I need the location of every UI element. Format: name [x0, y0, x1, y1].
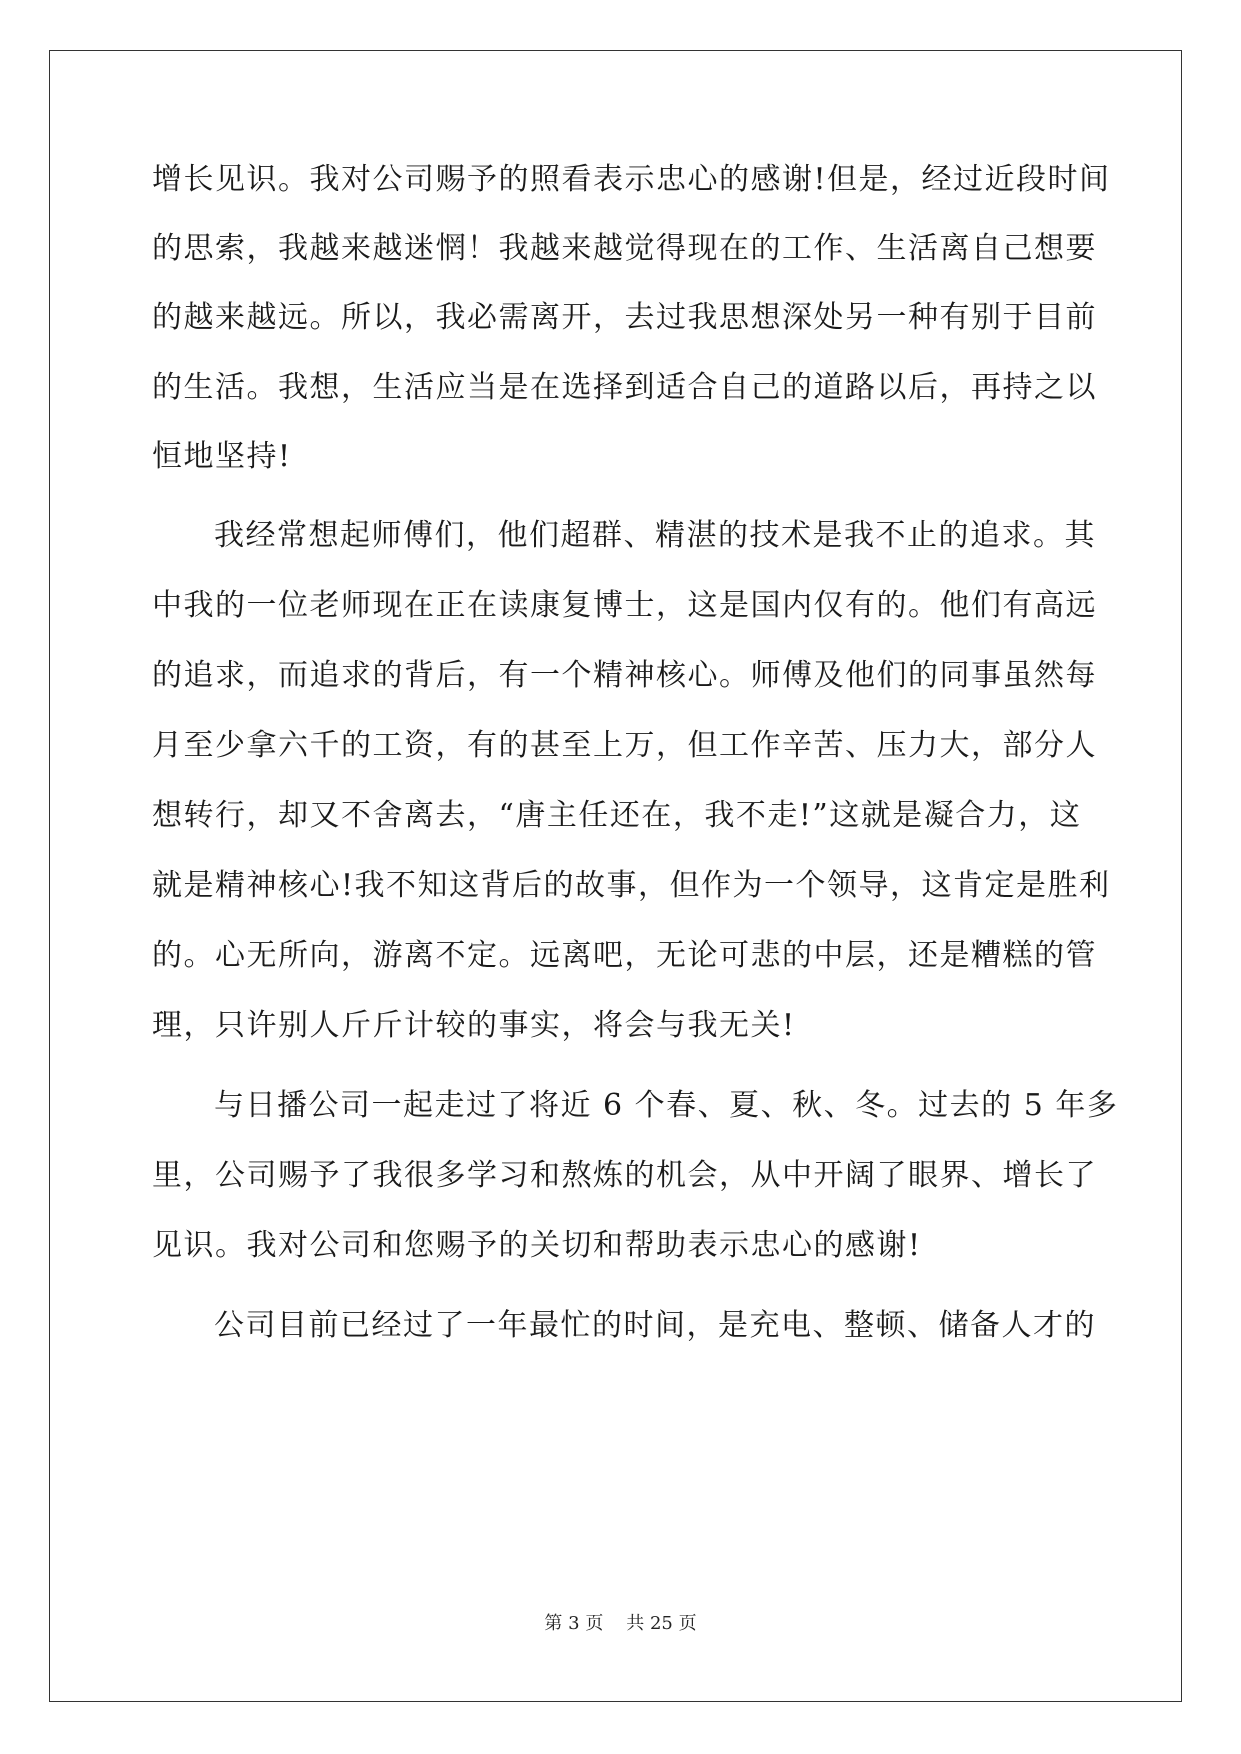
paragraph-first-line: 公司目前已经过了一年最忙的时间，是充电、整顿、储备人才的	[214, 1308, 1096, 1343]
paragraph-first-line: 我经常想起师傅们，他们超群、精湛的技术是我不止的追求。其	[214, 518, 1096, 553]
page-footer	[0, 1612, 1241, 1636]
text-line: 理，只许别人斤斤计较的事实，将会与我无关!	[152, 1008, 796, 1043]
page-total: 共 25 页	[626, 1613, 697, 1634]
text-line: 里，公司赐予了我很多学习和熬炼的机会，从中开阔了眼界、增长了	[152, 1158, 1097, 1193]
text-line: 的越来越远。所以，我必需离开，去过我思想深处另一种有别于目前	[152, 300, 1097, 335]
text-line: 的追求，而追求的背后，有一个精神核心。师傅及他们的同事虽然每	[152, 658, 1097, 693]
text-line: 见识。我对公司和您赐予的关切和帮助表示忠心的感谢!	[152, 1228, 922, 1263]
text-line: 想转行，却又不舍离去，“唐主任还在，我不走!”这就是凝合力，这	[152, 798, 1082, 833]
text-line: 月至少拿六千的工资，有的甚至上万，但工作辛苦、压力大，部分人	[152, 728, 1097, 763]
text-line: 中我的一位老师现在正在读康复博士，这是国内仅有的。他们有高远	[152, 588, 1097, 623]
text-line: 增长见识。我对公司赐予的照看表示忠心的感谢!但是，经过近段时间	[152, 162, 1111, 197]
text-line: 就是精神核心!我不知这背后的故事，但作为一个领导，这肯定是胜利	[152, 868, 1111, 903]
text-line: 恒地坚持!	[152, 439, 292, 474]
text-line: 的思索，我越来越迷惘！我越来越觉得现在的工作、生活离自己想要	[152, 231, 1097, 266]
paragraph-first-line: 与日播公司一起走过了将近 6 个春、夏、秋、冬。过去的 5 年多	[214, 1088, 1119, 1123]
text-line: 的生活。我想，生活应当是在选择到适合自己的道路以后，再持之以	[152, 370, 1097, 405]
page-number: 第 3 页	[544, 1613, 604, 1634]
text-line: 的。心无所向，游离不定。远离吧，无论可悲的中层，还是糟糕的管	[152, 938, 1097, 973]
